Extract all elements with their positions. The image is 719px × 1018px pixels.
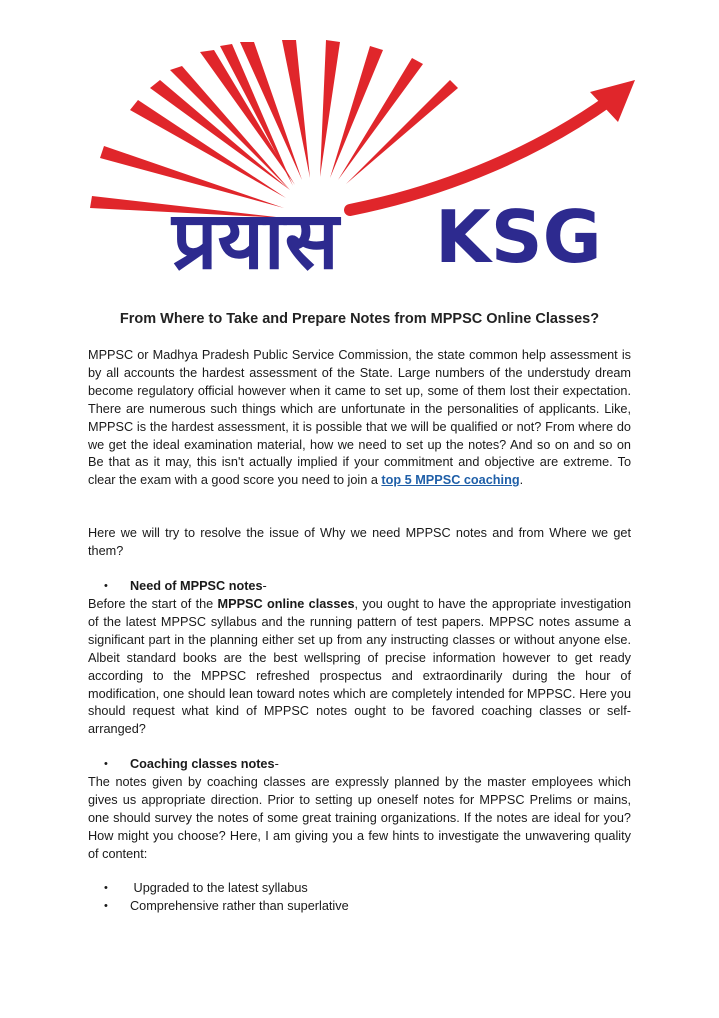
heading-suffix: - [262,579,267,593]
coaching-notes-label: Coaching classes notes [130,757,275,771]
bullet-icon: • [104,580,108,592]
bullet-icon: • [104,882,108,894]
logo-devanagari-text: प्रयास [172,194,339,287]
need-of-notes-label: Need of MPPSC notes [130,579,263,593]
intro-paragraph [88,347,631,490]
resolve-paragraph: Here we will try to resolve the issue of Why we need MPPSC notes and from Where we get them? [88,526,631,558]
logo-ksg-text: KSG [435,195,602,279]
prayas-ksg-logo [90,40,650,290]
bullet-icon: • [104,758,108,770]
list-item-text: Comprehensive rather than superlative [130,899,349,913]
intro-end: . [519,473,524,488]
section1-text: , you ought to have the appropriate investigation of the latest MPPSC syllabus and the running pattern of test papers. MPPSC notes assume a significant part in the planning either set up from any instructing classes or without anyone else. Albeit standard books are the best wellspring of precise information however to get ready according to the MPPSC refreshed prospectus and extraordinarily during the hour of modification, one should lean toward notes which are completely intended for MPPSC. Here you should request what kind of MPPSC notes ought to be favored coaching classes or self-arranged? [88,597,632,737]
coaching-notes-paragraph: The notes given by coaching classes are expressly planned by the master employees which gives us appropriate direction. Prior to setting up oneself notes for MPPSC Prelims or mains, one should survey the notes of some great training organizations. If the notes are ideal for you? How might you choose? Here, I am giving you a few hints to investigate the unwavering quality of content: [88,775,631,861]
mppsc-online-classes-bold: MPPSC online classes [217,597,355,611]
top-5-mppsc-coaching-link[interactable]: top 5 MPPSC coaching [381,473,520,488]
document-title: From Where to Take and Prepare Notes from MPPSC Online Classes? [119,311,600,327]
list-item-text: Upgraded to the latest syllabus [130,881,308,895]
section1-pre: Before the start of the [88,597,218,611]
need-of-notes-paragraph [88,596,631,739]
bullet-icon: • [104,900,108,912]
intro-text: MPPSC or Madhya Pradesh Public Service Commission, the state common help assessment is by all accounts the hardest assessment of the State. Large numbers of the understudy dream become regulatory official however when it came to set up, some of them lost their expectation. There are numerous such things which are unfortunate in the personalities of applicants. Like, MPPSC is the hardest assessment, it is possible that we will be qualified or not? From where do we get the ideal examination material, how we need to set up the notes? And so on and so on Be that as it may, this isn't actually implied if your commitment and objective are extreme. To clear the exam with a good score you need to join a [88,348,631,488]
heading-suffix: - [274,757,279,771]
growth-arrow [350,100,610,210]
